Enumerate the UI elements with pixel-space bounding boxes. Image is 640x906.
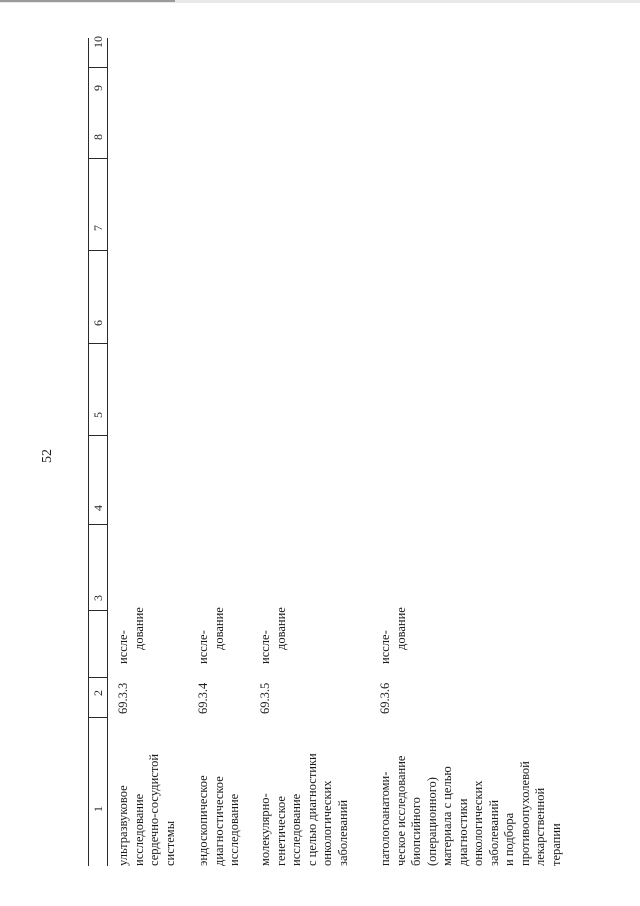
- unit-line: дование: [131, 607, 146, 650]
- service-name-line: заболеваний: [486, 799, 501, 866]
- table-top-rule: [88, 38, 89, 866]
- service-name-line: онкологических: [320, 780, 334, 866]
- column-separator: [88, 717, 108, 718]
- unit-line: иссле-: [116, 630, 130, 664]
- column-separator: [88, 435, 108, 436]
- unit-line: дование: [393, 607, 408, 650]
- unit-line: иссле-: [378, 630, 392, 664]
- column-separator: [88, 343, 108, 344]
- service-name-line: ческое исследование: [393, 755, 408, 866]
- service-name-line: исследование: [131, 793, 146, 866]
- service-name-line: генетическое: [273, 796, 288, 866]
- service-name-line: патологоанатоми-: [378, 771, 392, 866]
- unit-line: иссле-: [196, 630, 210, 664]
- row-service-name: [116, 754, 178, 866]
- service-name-line: терапии: [548, 823, 563, 866]
- row-service-name: [258, 753, 351, 866]
- unit-line: иссле-: [258, 630, 272, 664]
- column-separator: [88, 67, 108, 68]
- service-name-line: системы: [162, 820, 177, 866]
- column-number-9: 9: [91, 85, 105, 91]
- service-name-line: лекарственной: [533, 787, 547, 866]
- column-number-2: 2: [91, 690, 105, 696]
- unit-line: дование: [211, 607, 226, 650]
- unit-line: дование: [273, 607, 288, 650]
- column-number-3: 3: [91, 595, 105, 601]
- row-code: 69.3.5: [258, 682, 272, 714]
- column-number-7: 7: [91, 225, 105, 231]
- column-separator: [88, 524, 108, 525]
- column-number-8: 8: [91, 134, 105, 140]
- service-name-line: исследование: [227, 793, 241, 866]
- service-name-line: материала с целью: [440, 766, 454, 866]
- service-name-line: с целью диагностики: [304, 753, 319, 866]
- service-name-line: биопсийного: [409, 797, 423, 866]
- row-service-name: [196, 775, 243, 866]
- service-name-line: сердечно-сосудистой: [147, 753, 161, 866]
- row-service-name: [378, 756, 564, 866]
- service-name-line: эндоскопическое: [196, 775, 210, 866]
- service-name-line: исследование: [289, 793, 303, 866]
- page-number: 52: [40, 449, 55, 463]
- service-name-line: противоопухолевой: [517, 761, 532, 866]
- table-header-rule: [107, 38, 108, 866]
- row-unit: [116, 607, 147, 664]
- column-separator: [88, 610, 108, 611]
- column-separator: [88, 677, 108, 678]
- service-name-line: онкологических: [471, 780, 485, 866]
- service-name-line: диагностическое: [211, 776, 226, 866]
- column-number-5: 5: [91, 412, 105, 418]
- column-number-6: 6: [91, 320, 105, 326]
- row-code: 69.3.6: [378, 682, 392, 714]
- column-number-10: 10: [91, 36, 105, 48]
- column-number-4: 4: [91, 505, 105, 511]
- row-code: 69.3.4: [196, 682, 210, 714]
- service-name-line: молекулярно-: [258, 793, 272, 866]
- row-unit: [258, 607, 289, 664]
- row-code: 69.3.3: [116, 682, 130, 714]
- column-separator: [88, 158, 108, 159]
- service-name-line: (операционного): [424, 777, 439, 866]
- service-name-line: ультразвуковое: [116, 785, 130, 866]
- column-separator: [88, 250, 108, 251]
- column-number-1: 1: [91, 806, 105, 812]
- service-name-line: заболеваний: [335, 799, 350, 866]
- service-name-line: и подбора: [502, 812, 516, 866]
- row-unit: [378, 607, 409, 664]
- service-name-line: диагностики: [455, 798, 470, 866]
- row-unit: [196, 607, 227, 664]
